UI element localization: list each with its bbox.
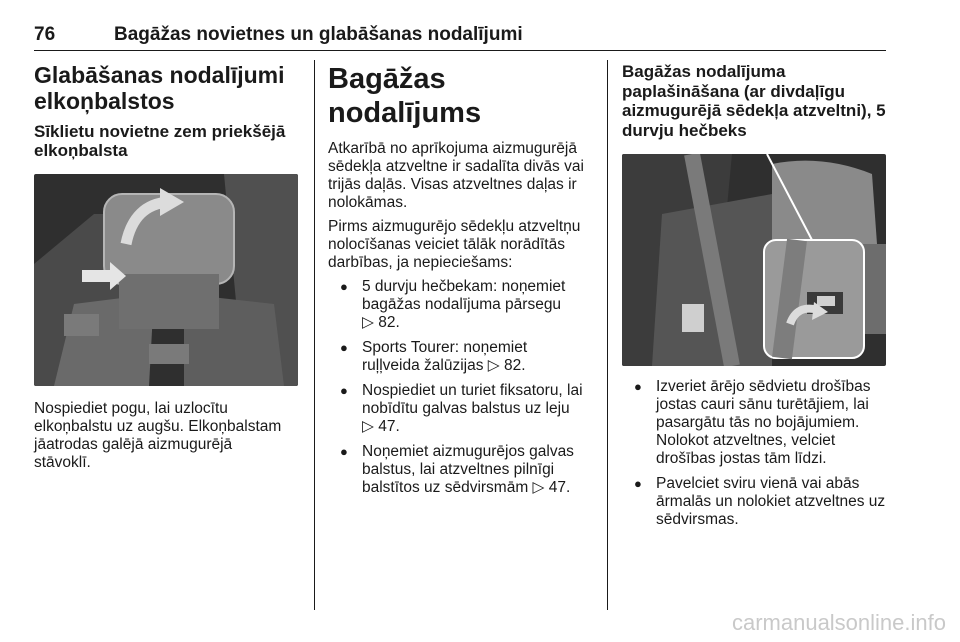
column-2	[328, 62, 594, 504]
bullet-icon: ●	[340, 340, 348, 355]
luggage-extension-steps	[622, 378, 888, 529]
page-title: Bagāžas novietnes un glabāšanas nodalījumi	[114, 24, 523, 45]
list-item: ● 5 durvju hečbekam: noņemiet bagāžas nodalījuma pārsegu ▷ 82.	[328, 278, 594, 332]
list-item: ● Nospiediet un turiet fiksatoru, lai nobīdītu galvas balstus uz leju ▷ 47.	[328, 382, 594, 436]
subheading-front-armrest: Sīklietu novietne zem priekšējā elkoņbalsta	[34, 122, 286, 160]
page-header	[34, 24, 886, 52]
header-rule	[34, 50, 886, 51]
bullet-icon: ●	[634, 476, 642, 491]
watermark: carmanualsonline.info	[731, 610, 946, 635]
page-reference-link[interactable]: balstītos uz sēdvirsmām ▷ 47.	[362, 479, 571, 496]
page-reference-link[interactable]: ▷ 47.	[362, 418, 400, 435]
page-reference-link[interactable]: ruļļveida žalūzijas ▷ 82.	[362, 357, 526, 374]
bullet-icon: ●	[340, 444, 348, 459]
armrest-instructions: Nospiediet pogu, lai uzlocītu elkoņbalstu uz augšu. Elkoņbalstam jāatrodas galējā aizmugurējā stāvoklī.	[34, 400, 282, 471]
section-heading-luggage: Bagāžas nodalījums	[328, 63, 482, 129]
section-heading-armrest: Glabāšanas nodalījumi elkoņbalstos	[34, 62, 285, 114]
bullet-icon: ●	[634, 379, 642, 394]
luggage-steps-paragraph: Pirms aizmugurējo sēdekļu atzveltņu nolocīšanas veiciet tālāk norādītās darbības, ja nepieciešams:	[328, 218, 581, 271]
list-item: ● Sports Tourer: noņemiet ruļļveida žalūzijas ▷ 82.	[328, 339, 594, 375]
column-3	[622, 62, 888, 536]
bullet-icon: ●	[340, 383, 348, 398]
column-1	[34, 62, 300, 472]
column-divider-2	[607, 60, 608, 610]
list-item: ● Noņemiet aizmugurējos galvas balstus, lai atzveltnes pilnīgi balstītos uz sēdvirsmām ▷ 47.	[328, 443, 594, 497]
page-number: 76	[34, 24, 56, 45]
rear-seat-illustration	[622, 154, 886, 366]
page-reference-link[interactable]: ▷ 82.	[362, 314, 400, 331]
subheading-luggage-extension: Bagāžas nodalījuma paplašināšana (ar divdaļīgu aizmugurējā sēdekļa atzveltni), 5 durvju hečbeks	[622, 62, 886, 140]
column-divider-1	[314, 60, 315, 610]
bullet-icon: ●	[340, 279, 348, 294]
luggage-intro-paragraph: Atkarībā no aprīkojuma aizmugurējā sēdekļa atzveltne ir sadalīta divās vai trijās daļās. Visas atzveltnes daļas ir nolokāmas.	[328, 140, 584, 211]
list-item: ● Izveriet ārējo sēdvietu drošības jostas cauri sānu turētājiem, lai pasargātu tās no bojājumiem. Nolokot atzveltnes, velciet drošības jostas tām līdzi.	[634, 378, 871, 467]
armrest-illustration	[34, 174, 298, 386]
luggage-steps-list	[328, 278, 594, 497]
list-item: ● Pavelciet sviru vienā vai abās ārmalās un nolokiet atzveltnes uz sēdvirsmas.	[634, 475, 886, 528]
